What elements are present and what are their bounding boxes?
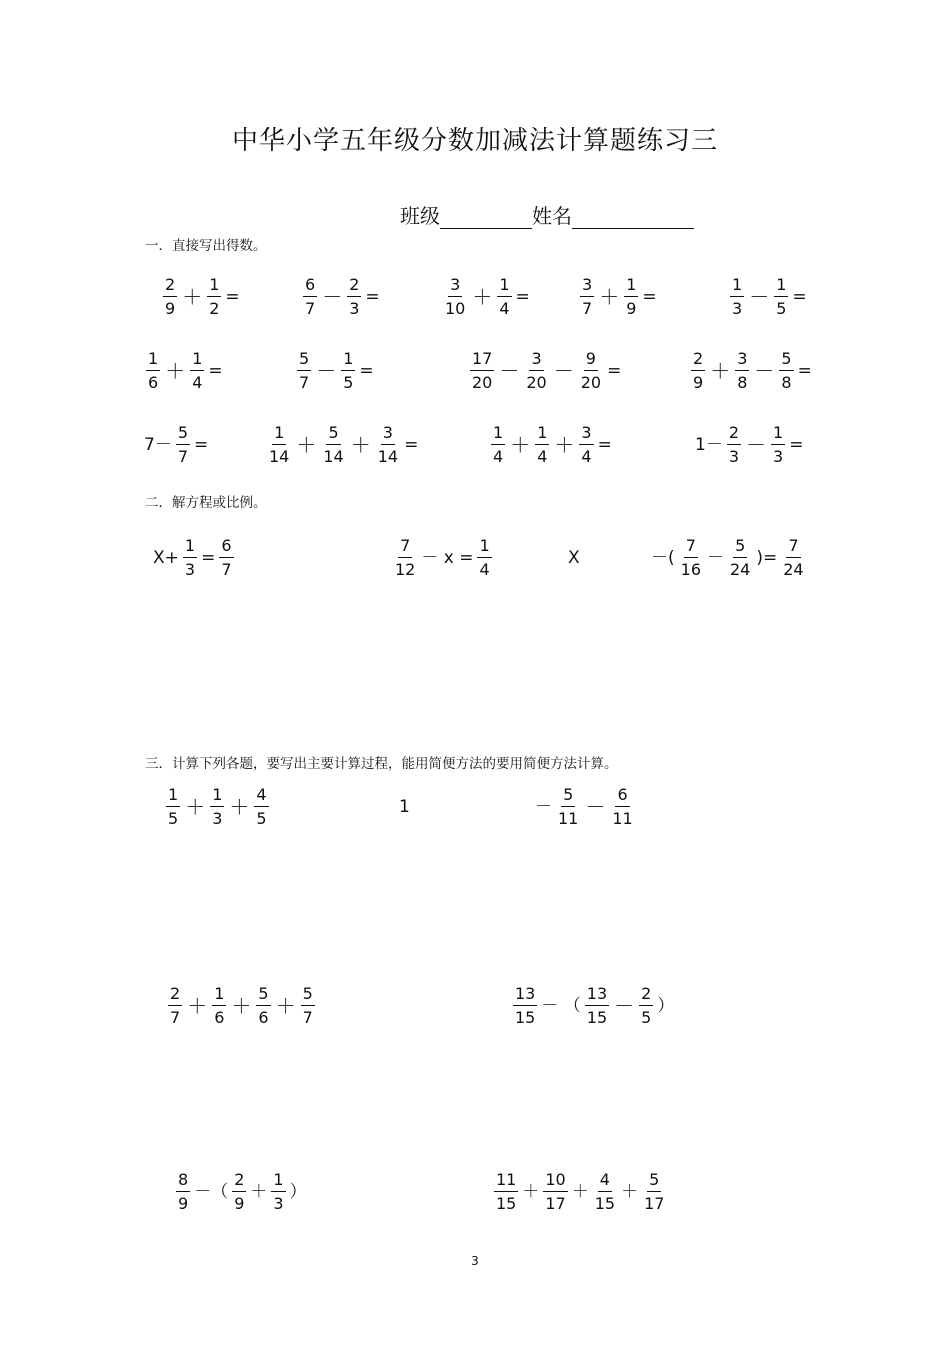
numerator: 1: [212, 986, 226, 1006]
expression-text: － （: [541, 995, 581, 1016]
denominator: 24: [783, 560, 804, 579]
denominator: 17: [545, 1194, 566, 1213]
operator: －: [553, 359, 574, 383]
operator: ＋: [350, 433, 371, 457]
denominator: 3: [732, 299, 743, 318]
fraction: [176, 1172, 190, 1212]
fraction: [267, 425, 291, 465]
denominator: 3: [184, 560, 196, 579]
denominator: 9: [165, 299, 176, 318]
denominator: 14: [377, 447, 399, 466]
fraction: [771, 425, 785, 465]
section-2-heading: 二．解方程或比例。: [145, 495, 267, 511]
operator: －: [614, 994, 635, 1018]
problem-18: [163, 782, 272, 832]
numerator: 2: [691, 351, 705, 371]
numerator: 3: [580, 277, 594, 297]
denominator: 17: [644, 1194, 665, 1213]
problem-4: [577, 272, 658, 322]
denominator: 6: [214, 1008, 225, 1027]
numerator: 1: [624, 277, 638, 297]
expression-text: －(: [651, 547, 675, 568]
expression-text: ＋: [250, 1181, 268, 1202]
fraction: [556, 787, 580, 827]
numerator: 1: [491, 425, 505, 445]
numerator: 9: [584, 351, 598, 371]
expression-text: ）: [289, 1181, 307, 1202]
fraction: [477, 538, 491, 578]
expression-text: －: [707, 547, 724, 568]
numerator: 1: [477, 538, 491, 558]
operator: －: [316, 359, 337, 383]
problem-1: [160, 272, 241, 322]
operator: ＋: [510, 433, 531, 457]
denominator: 20: [526, 373, 547, 392]
page-number: 3: [471, 1254, 479, 1268]
numerator: 13: [585, 986, 609, 1006]
expression-text: ＋: [571, 1181, 589, 1202]
denominator: 5: [343, 373, 354, 392]
section-3-heading: 三．计算下列各题，要写出主要计算过程，能用简便方法的要用简便方法计算。: [145, 756, 618, 772]
numerator: 2: [727, 425, 741, 445]
fraction: [679, 538, 703, 578]
numerator: 5: [297, 351, 311, 371]
operator: ＋: [599, 285, 620, 309]
expression-text: =: [208, 360, 223, 381]
denominator: 7: [221, 560, 232, 579]
denominator: 7: [305, 299, 316, 318]
problem-15: [390, 533, 495, 583]
numerator: 2: [232, 1172, 246, 1192]
expression-text: ＋: [621, 1181, 639, 1202]
fraction: [297, 351, 311, 391]
denominator: 6: [148, 373, 159, 392]
fraction: [779, 351, 793, 391]
denominator: 12: [395, 560, 416, 579]
fraction: [321, 425, 345, 465]
problem-6: [143, 346, 224, 396]
numerator: 7: [786, 538, 800, 558]
denominator: 15: [594, 1194, 616, 1213]
expression-text: X+: [153, 547, 179, 568]
operator: ＋: [296, 433, 317, 457]
problem-5: [727, 272, 808, 322]
numerator: 13: [513, 986, 537, 1006]
class-blank[interactable]: [440, 202, 532, 229]
numerator: 1: [272, 425, 286, 445]
denominator: 9: [178, 1194, 189, 1213]
expression-text: =: [642, 286, 657, 307]
fraction: [494, 1172, 518, 1212]
problem-14: [152, 533, 237, 583]
numerator: 11: [494, 1172, 518, 1192]
denominator: 5: [256, 809, 267, 828]
problem-24: [491, 1167, 669, 1217]
fraction: [579, 425, 593, 465]
fraction: [639, 986, 653, 1026]
numerator: 1: [166, 787, 180, 807]
numerator: 6: [615, 787, 629, 807]
numerator: 5: [301, 986, 315, 1006]
operator: ＋: [231, 994, 252, 1018]
fraction: [190, 351, 204, 391]
fraction: [254, 787, 268, 827]
fraction: [168, 986, 182, 1026]
problem-3: [440, 272, 531, 322]
denominator: 8: [737, 373, 748, 392]
denominator: 8: [781, 373, 792, 392]
problem-22: [510, 981, 675, 1031]
denominator: 4: [581, 447, 592, 466]
numerator: 3: [735, 351, 749, 371]
expression-text: =: [789, 434, 804, 455]
problem-13: [694, 420, 804, 470]
operator: －: [746, 433, 767, 457]
expression-text: )=: [756, 547, 778, 568]
fraction: [210, 787, 224, 827]
fraction: [497, 277, 511, 317]
fraction: [727, 425, 741, 465]
student-info: [400, 200, 694, 229]
denominator: 3: [212, 809, 223, 828]
operator: －: [749, 285, 770, 309]
problem-23: [173, 1167, 308, 1217]
numerator: 2: [163, 277, 177, 297]
fraction: [728, 538, 752, 578]
expression-text: 7－: [144, 434, 172, 455]
fraction: [212, 986, 226, 1026]
expression-text: =: [797, 360, 812, 381]
numerator: 5: [779, 351, 793, 371]
numerator: 3: [381, 425, 395, 445]
denominator: 5: [168, 809, 179, 828]
denominator: 7: [170, 1008, 181, 1027]
numerator: 6: [303, 277, 317, 297]
problem-12: [488, 420, 613, 470]
denominator: 5: [641, 1008, 652, 1027]
denominator: 11: [612, 809, 633, 828]
denominator: 7: [177, 447, 189, 466]
denominator: 9: [693, 373, 704, 392]
denominator: 15: [586, 1008, 608, 1027]
operator: ＋: [710, 359, 731, 383]
denominator: 4: [479, 560, 490, 579]
denominator: 24: [730, 560, 751, 579]
numerator: 5: [561, 787, 575, 807]
fraction: [146, 351, 160, 391]
fraction: [232, 1172, 246, 1212]
denominator: 9: [626, 299, 637, 318]
expression-text: ）: [657, 995, 675, 1016]
denominator: 5: [776, 299, 787, 318]
denominator: 20: [472, 373, 493, 392]
numerator: 1: [497, 277, 511, 297]
fraction: [579, 351, 603, 391]
fraction: [781, 538, 805, 578]
expression-text: 1－: [695, 434, 723, 455]
operator: ＋: [165, 359, 186, 383]
denominator: 16: [680, 560, 701, 579]
operator: ＋: [554, 433, 575, 457]
fraction: [513, 986, 537, 1026]
operator: ＋: [182, 285, 203, 309]
numerator: 10: [543, 1172, 567, 1192]
numerator: 1: [207, 277, 221, 297]
fraction: [691, 351, 705, 391]
fraction: [593, 1172, 617, 1212]
denominator: 6: [258, 1008, 269, 1027]
operator: －: [585, 795, 606, 819]
numerator: 3: [529, 351, 543, 371]
numerator: 1: [146, 351, 160, 371]
denominator: 11: [558, 809, 579, 828]
numerator: 4: [254, 787, 268, 807]
fraction: [610, 787, 634, 827]
problem-8: [467, 346, 622, 396]
fraction: [256, 986, 270, 1026]
problem-10: [143, 420, 209, 470]
operator: －: [322, 285, 343, 309]
fraction: [347, 277, 361, 317]
page-title: 中华小学五年级分数加减法计算题练习三: [231, 126, 718, 156]
operator: －: [499, 359, 520, 383]
fraction: [163, 277, 177, 317]
expression-text: =: [792, 286, 807, 307]
operator: ＋: [187, 994, 208, 1018]
problem-2: [300, 272, 381, 322]
expression-text: =: [597, 434, 612, 455]
denominator: 10: [445, 299, 466, 318]
problem-20: [534, 782, 638, 832]
numerator: 1: [183, 538, 197, 558]
denominator: 4: [493, 447, 504, 466]
fraction: [491, 425, 505, 465]
numerator: 8: [176, 1172, 190, 1192]
denominator: 15: [496, 1194, 517, 1213]
fraction: [166, 787, 180, 827]
numerator: 7: [398, 538, 412, 558]
fraction: [735, 351, 749, 391]
fraction: [443, 277, 467, 317]
numerator: 2: [347, 277, 361, 297]
fraction: [207, 277, 221, 317]
numerator: 2: [639, 986, 653, 1006]
section-1-heading: 一．直接写出得数。: [145, 238, 267, 254]
fraction: [535, 425, 549, 465]
numerator: 6: [219, 538, 233, 558]
fraction: [580, 277, 594, 317]
expression-text: =: [404, 434, 419, 455]
fraction: [219, 538, 233, 578]
operator: ＋: [472, 285, 493, 309]
operator: ＋: [229, 795, 250, 819]
name-blank[interactable]: [572, 202, 694, 229]
class-label: 班级: [400, 204, 440, 228]
numerator: 1: [210, 787, 224, 807]
numerator: 2: [168, 986, 182, 1006]
denominator: 4: [192, 373, 203, 392]
fraction: [376, 425, 400, 465]
numerator: 4: [598, 1172, 612, 1192]
numerator: 1: [341, 351, 355, 371]
problem-9: [688, 346, 813, 396]
fraction: [624, 277, 638, 317]
numerator: 5: [733, 538, 747, 558]
fraction: [470, 351, 494, 391]
denominator: 7: [302, 1008, 313, 1027]
expression-text: =: [359, 360, 374, 381]
fraction: [774, 277, 788, 317]
fraction: [730, 277, 744, 317]
denominator: 14: [323, 447, 344, 466]
problem-16: [567, 533, 581, 583]
numerator: 7: [684, 538, 698, 558]
operator: －: [754, 359, 775, 383]
numerator: 3: [579, 425, 593, 445]
numerator: 1: [271, 1172, 285, 1192]
fraction: [176, 425, 190, 465]
expression-text: － x =: [421, 547, 474, 568]
fraction: [642, 1172, 666, 1212]
expression-text: X: [568, 547, 580, 568]
numerator: 1: [190, 351, 204, 371]
fraction: [183, 538, 197, 578]
expression-text: －: [535, 796, 552, 817]
fraction: [301, 986, 315, 1026]
numerator: 1: [774, 277, 788, 297]
expression-text: －（: [194, 1181, 229, 1202]
expression-text: =: [365, 286, 380, 307]
problem-11: [264, 420, 419, 470]
numerator: 5: [256, 986, 270, 1006]
denominator: 7: [582, 299, 593, 318]
numerator: 1: [730, 277, 744, 297]
denominator: 14: [269, 447, 290, 466]
expression-text: =: [201, 547, 216, 568]
fraction: [341, 351, 355, 391]
denominator: 3: [349, 299, 360, 318]
expression-text: =: [225, 286, 240, 307]
denominator: 3: [773, 447, 784, 466]
fraction: [543, 1172, 567, 1212]
problem-17: [650, 533, 809, 583]
expression-text: 1: [399, 796, 410, 817]
numerator: 5: [647, 1172, 661, 1192]
denominator: 4: [537, 447, 548, 466]
fraction: [524, 351, 548, 391]
numerator: 1: [771, 425, 785, 445]
numerator: 1: [535, 425, 549, 445]
numerator: 5: [326, 425, 340, 445]
denominator: 2: [209, 299, 220, 318]
fraction: [585, 986, 609, 1026]
denominator: 15: [515, 1008, 536, 1027]
problem-21: [165, 981, 318, 1031]
expression-text: ＋: [522, 1181, 540, 1202]
denominator: 7: [299, 373, 310, 392]
denominator: 9: [234, 1194, 245, 1213]
problem-7: [294, 346, 375, 396]
numerator: 5: [176, 425, 190, 445]
expression-text: =: [607, 360, 622, 381]
denominator: 20: [580, 373, 602, 392]
fraction: [393, 538, 417, 578]
numerator: 3: [448, 277, 462, 297]
expression-text: =: [194, 434, 209, 455]
problem-19: [398, 782, 411, 832]
name-label: 姓名: [532, 204, 572, 228]
denominator: 3: [728, 447, 740, 466]
denominator: 3: [273, 1194, 284, 1213]
fraction: [271, 1172, 285, 1212]
numerator: 17: [470, 351, 494, 371]
expression-text: =: [515, 286, 530, 307]
operator: ＋: [185, 795, 206, 819]
denominator: 4: [499, 299, 510, 318]
fraction: [303, 277, 317, 317]
operator: ＋: [275, 994, 296, 1018]
